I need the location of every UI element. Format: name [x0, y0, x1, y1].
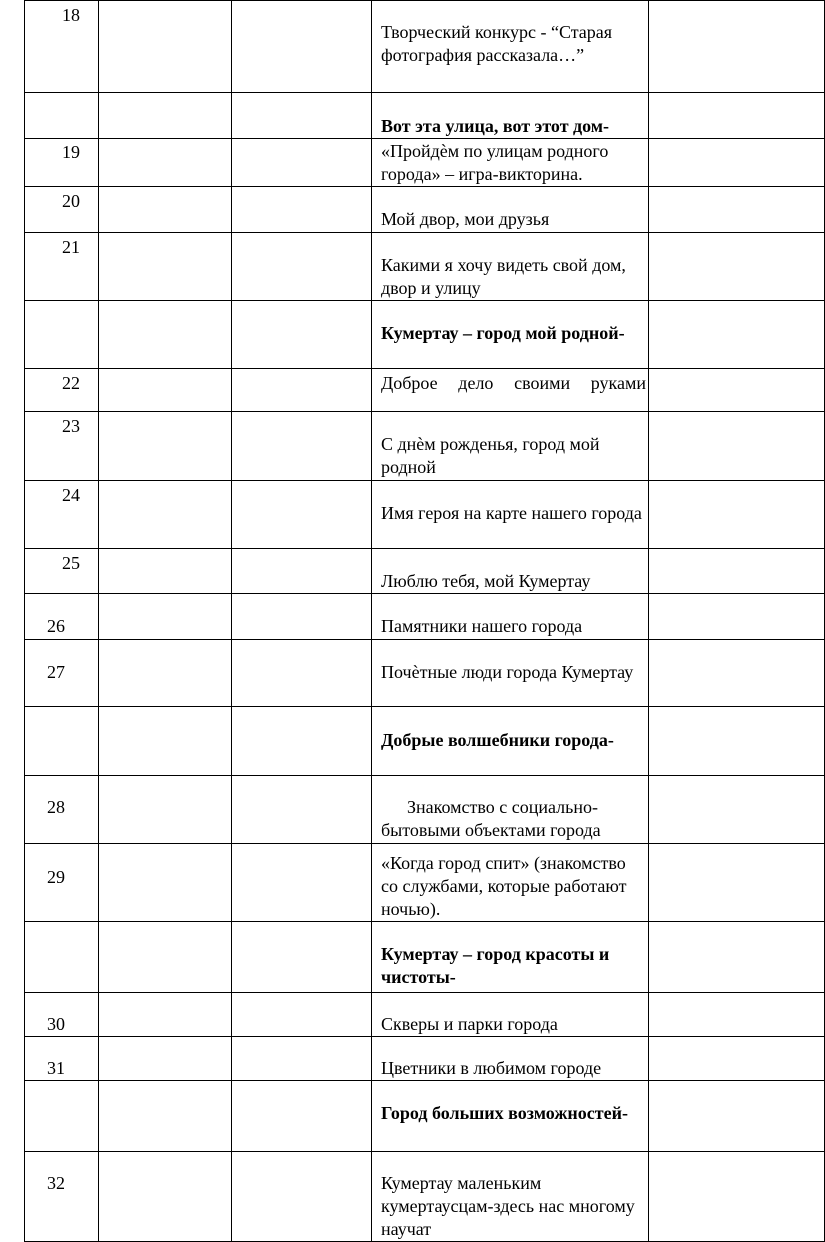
row-number: 20	[25, 187, 99, 233]
topic-cell: Скверы и парки города	[372, 993, 649, 1037]
empty-cell	[99, 1152, 232, 1242]
table-row	[25, 369, 825, 412]
section-row	[25, 301, 825, 369]
empty-cell	[99, 844, 232, 922]
table-row	[25, 844, 825, 922]
empty-cell	[232, 412, 372, 481]
topic-cell: Кумертау маленьким кумертаусцам-здесь нас многому научат	[372, 1152, 649, 1242]
table-row	[25, 139, 825, 187]
empty-cell	[232, 993, 372, 1037]
empty-cell	[99, 640, 232, 707]
topic-cell: Почѐтные люди города Кумертау	[372, 640, 649, 707]
empty-cell	[99, 993, 232, 1037]
empty-cell	[232, 139, 372, 187]
empty-cell	[232, 1, 372, 93]
topic-cell: Какими я хочу видеть свой дом, двор и улицу	[372, 233, 649, 301]
table-row	[25, 1, 825, 93]
empty-cell	[232, 922, 372, 993]
empty-cell	[99, 93, 232, 139]
table-row	[25, 549, 825, 594]
empty-cell	[232, 369, 372, 412]
row-number: 29	[25, 844, 99, 922]
row-number	[25, 922, 99, 993]
empty-cell	[232, 844, 372, 922]
empty-cell	[649, 412, 825, 481]
row-number: 31	[25, 1037, 99, 1081]
row-number: 27	[25, 640, 99, 707]
empty-cell	[649, 301, 825, 369]
topic-cell: Доброе дело своими руками	[372, 369, 649, 412]
table-row	[25, 640, 825, 707]
row-number: 24	[25, 481, 99, 549]
empty-cell	[649, 187, 825, 233]
empty-cell	[232, 233, 372, 301]
row-number: 21	[25, 233, 99, 301]
empty-cell	[649, 233, 825, 301]
empty-cell	[649, 1037, 825, 1081]
topic-cell: С днѐм рожденья, город мой родной	[372, 412, 649, 481]
table-row	[25, 1152, 825, 1242]
empty-cell	[99, 481, 232, 549]
lesson-plan-table	[24, 0, 825, 1242]
empty-cell	[649, 844, 825, 922]
section-title: Кумертау – город красоты и чистоты-	[372, 922, 649, 993]
empty-cell	[232, 594, 372, 640]
empty-cell	[232, 301, 372, 369]
empty-cell	[99, 922, 232, 993]
row-number	[25, 1081, 99, 1152]
empty-cell	[649, 594, 825, 640]
topic-cell: Знакомство с социально-бытовыми объектами города	[372, 776, 649, 844]
empty-cell	[232, 1037, 372, 1081]
section-title: Вот эта улица, вот этот дом-	[372, 93, 649, 139]
row-number: 26	[25, 594, 99, 640]
empty-cell	[232, 187, 372, 233]
table-row	[25, 776, 825, 844]
section-title: Кумертау – город мой родной-	[372, 301, 649, 369]
section-title: Добрые волшебники города-	[372, 707, 649, 776]
section-row	[25, 1081, 825, 1152]
table-row	[25, 1037, 825, 1081]
empty-cell	[99, 301, 232, 369]
table-row	[25, 594, 825, 640]
empty-cell	[232, 549, 372, 594]
row-number	[25, 93, 99, 139]
row-number: 23	[25, 412, 99, 481]
table-row	[25, 233, 825, 301]
row-number: 18	[25, 1, 99, 93]
section-row	[25, 922, 825, 993]
empty-cell	[232, 93, 372, 139]
empty-cell	[99, 233, 232, 301]
row-number: 19	[25, 139, 99, 187]
topic-cell: Мой двор, мои друзья	[372, 187, 649, 233]
empty-cell	[649, 1152, 825, 1242]
empty-cell	[649, 93, 825, 139]
topic-cell: Имя героя на карте нашего города	[372, 481, 649, 549]
topic-cell: Цветники в любимом городе	[372, 1037, 649, 1081]
row-number: 30	[25, 993, 99, 1037]
empty-cell	[649, 369, 825, 412]
row-number	[25, 301, 99, 369]
table-row	[25, 187, 825, 233]
empty-cell	[649, 481, 825, 549]
empty-cell	[99, 1, 232, 93]
topic-cell: Творческий конкурс - “Старая фотография рассказала…”	[372, 1, 649, 93]
row-number: 25	[25, 549, 99, 594]
row-number: 22	[25, 369, 99, 412]
empty-cell	[649, 1081, 825, 1152]
table-row	[25, 412, 825, 481]
empty-cell	[649, 776, 825, 844]
empty-cell	[99, 594, 232, 640]
empty-cell	[649, 139, 825, 187]
topic-cell: Памятники нашего города	[372, 594, 649, 640]
topic-cell: Люблю тебя, мой Кумертау	[372, 549, 649, 594]
empty-cell	[99, 1081, 232, 1152]
empty-cell	[232, 1081, 372, 1152]
empty-cell	[232, 640, 372, 707]
empty-cell	[99, 412, 232, 481]
empty-cell	[99, 1037, 232, 1081]
row-number	[25, 707, 99, 776]
table-row	[25, 993, 825, 1037]
empty-cell	[232, 776, 372, 844]
table-row	[25, 481, 825, 549]
empty-cell	[649, 549, 825, 594]
empty-cell	[232, 1152, 372, 1242]
empty-cell	[99, 707, 232, 776]
empty-cell	[99, 187, 232, 233]
row-number: 32	[25, 1152, 99, 1242]
section-title: Город больших возможностей-	[372, 1081, 649, 1152]
empty-cell	[99, 139, 232, 187]
section-row	[25, 93, 825, 139]
empty-cell	[99, 776, 232, 844]
empty-cell	[649, 1, 825, 93]
row-number: 28	[25, 776, 99, 844]
topic-cell: «Когда город спит» (знакомство со службами, которые работают ночью).	[372, 844, 649, 922]
empty-cell	[232, 707, 372, 776]
empty-cell	[649, 993, 825, 1037]
empty-cell	[649, 707, 825, 776]
empty-cell	[99, 369, 232, 412]
empty-cell	[649, 640, 825, 707]
empty-cell	[649, 922, 825, 993]
topic-cell: «Пройдѐм по улицам родного города» – игра-викторина.	[372, 139, 649, 187]
empty-cell	[99, 549, 232, 594]
empty-cell	[232, 481, 372, 549]
section-row	[25, 707, 825, 776]
